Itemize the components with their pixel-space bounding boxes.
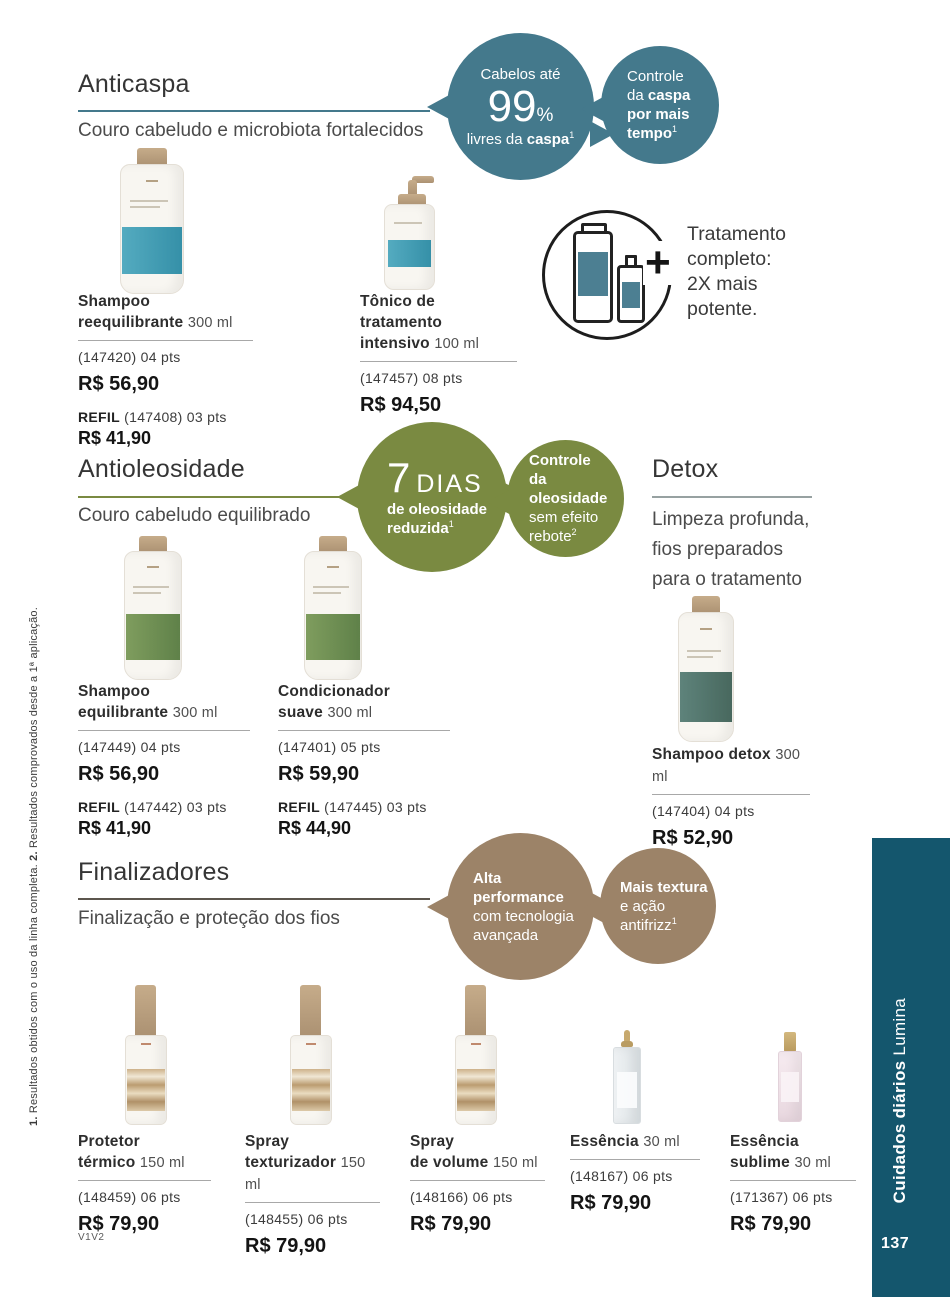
claim-line: tempo$^1$ bbox=[627, 124, 678, 142]
product-card bbox=[570, 1131, 700, 1215]
claim-bubble-mais-textura bbox=[600, 848, 716, 964]
claim-number: 99% bbox=[487, 81, 554, 131]
product-card bbox=[278, 681, 450, 839]
category-label: Cuidados diários Lumina bbox=[890, 997, 909, 1203]
claim-number: 7 DIAS bbox=[387, 454, 483, 501]
bottle-label bbox=[617, 1072, 637, 1108]
section-subtitle-detox: Limpeza profunda, fios preparados para o tratamento bbox=[652, 509, 810, 590]
product-price: R$ 79,90 bbox=[570, 1192, 652, 1214]
product-image-condicionador-suave bbox=[304, 536, 362, 680]
product-name: Condicionador suave 300 ml bbox=[278, 683, 390, 721]
divider bbox=[278, 730, 450, 731]
divider bbox=[570, 1159, 700, 1160]
product-code: (147404) 04 pts bbox=[652, 803, 755, 819]
claim-line: da caspa bbox=[627, 87, 691, 104]
bottle-logo bbox=[327, 566, 339, 568]
bottle-logo bbox=[700, 628, 712, 630]
bottle-cap bbox=[300, 985, 321, 1037]
section-title-finalizadores: Finalizadores bbox=[78, 858, 230, 886]
bottle-label bbox=[687, 650, 721, 652]
plus-icon: + bbox=[645, 238, 671, 287]
bottle-label bbox=[687, 656, 713, 658]
claim-line: por mais bbox=[627, 106, 690, 123]
product-price: R$ 56,90 bbox=[78, 373, 160, 395]
product-price: R$ 56,90 bbox=[78, 763, 160, 785]
product-image-spray-de-volume bbox=[455, 985, 497, 1125]
treatment-callout-text: Tratamento completo: 2X mais potente. bbox=[687, 223, 786, 320]
bottle-logo bbox=[306, 1043, 316, 1045]
refill-price: R$ 41,90 bbox=[78, 818, 152, 838]
product-card bbox=[410, 1131, 545, 1236]
claim-bubble-7dias bbox=[357, 422, 507, 572]
claim-line: com tecnologia bbox=[473, 907, 574, 925]
product-card bbox=[78, 1131, 211, 1236]
section-rule-anticaspa bbox=[78, 110, 430, 112]
product-name: Protetor térmico 150 ml bbox=[78, 1133, 185, 1171]
product-code: (147420) 04 pts bbox=[78, 349, 181, 365]
refill-price: R$ 41,90 bbox=[78, 428, 152, 448]
product-code: (147457) 08 pts bbox=[360, 370, 463, 386]
footnote-text: 1. Resultados obtidos com o uso da linha completa. 2. Resultados comprovados desde a 1ª aplicação. bbox=[28, 607, 40, 1126]
claim-line: rebote$^2$ bbox=[529, 527, 577, 545]
product-image-shampoo-reequilibrante bbox=[120, 148, 184, 294]
bottle-cap bbox=[784, 1032, 796, 1052]
claim-line: Cabelos até bbox=[480, 65, 561, 83]
product-name: Essência sublime 30 ml bbox=[730, 1133, 831, 1171]
refill-price: R$ 44,90 bbox=[278, 818, 352, 838]
product-name: Shampoo equilibrante 300 ml bbox=[78, 683, 218, 721]
product-code: (147449) 04 pts bbox=[78, 739, 181, 755]
product-name: Shampoo detox 300 ml bbox=[652, 746, 801, 785]
product-name: Shampoo reequilibrante 300 ml bbox=[78, 293, 233, 331]
claim-bubble-controle-oleosidade bbox=[507, 440, 624, 557]
bottle-label bbox=[133, 592, 161, 594]
product-price: R$ 94,50 bbox=[360, 394, 442, 416]
section-subtitle-anticaspa: Couro cabeludo e microbiota fortalecidos bbox=[78, 120, 424, 141]
product-price: R$ 79,90 bbox=[245, 1235, 327, 1257]
product-image-shampoo-detox bbox=[678, 596, 734, 742]
product-code: (147401) 05 pts bbox=[278, 739, 381, 755]
claim-line: da oleosidade bbox=[529, 471, 608, 507]
section-rule-detox bbox=[652, 496, 812, 498]
claim-line: Controle bbox=[627, 68, 684, 85]
claim-line: Mais textura bbox=[620, 878, 708, 896]
bottle-band bbox=[457, 1069, 495, 1111]
icon-bottle-large bbox=[573, 231, 613, 323]
claim-bubble-99pct bbox=[447, 33, 594, 180]
claim-line: Controle bbox=[529, 452, 591, 469]
product-card bbox=[730, 1131, 856, 1236]
divider bbox=[78, 1180, 211, 1181]
section-rule-antioleosidade bbox=[78, 496, 340, 498]
product-card bbox=[360, 291, 517, 417]
product-name: Spray de volume 150 ml bbox=[410, 1133, 538, 1171]
product-image-spray-texturizador bbox=[290, 985, 332, 1125]
refill-info: REFIL (147445) 03 pts bbox=[278, 799, 427, 815]
bottle-cap bbox=[135, 985, 156, 1037]
bottle-cap bbox=[465, 985, 486, 1037]
product-price: R$ 79,90 bbox=[730, 1213, 812, 1235]
product-code: (148459) 06 pts bbox=[78, 1189, 181, 1205]
section-title-antioleosidade: Antioleosidade bbox=[78, 455, 245, 483]
claim-line: avançada bbox=[473, 926, 539, 944]
product-price: R$ 52,90 bbox=[652, 827, 734, 849]
divider bbox=[360, 361, 517, 362]
bottle-label bbox=[313, 592, 341, 594]
divider bbox=[730, 1180, 856, 1181]
version-code: V1V2 bbox=[78, 1232, 105, 1243]
bubble-tip-icon bbox=[337, 484, 361, 510]
bottle-label bbox=[130, 206, 160, 208]
claim-bubble-controle-caspa bbox=[601, 46, 719, 164]
page-number: 137 bbox=[881, 1235, 910, 1252]
bottle-band bbox=[388, 240, 431, 267]
product-price: R$ 59,90 bbox=[278, 763, 360, 785]
icon-bottle-fill bbox=[622, 282, 640, 308]
claim-line: Alta bbox=[473, 869, 502, 887]
product-name: Spray texturizador 150 ml bbox=[245, 1133, 366, 1193]
product-image-essencia bbox=[613, 1030, 641, 1124]
bottle-label bbox=[130, 200, 168, 202]
bottle-logo bbox=[146, 180, 158, 182]
bubble-tip-icon bbox=[427, 94, 451, 120]
product-card bbox=[78, 681, 250, 839]
product-price: R$ 79,90 bbox=[410, 1213, 492, 1235]
claim-line: de oleosidade bbox=[387, 501, 488, 518]
claim-line: sem efeito bbox=[529, 509, 599, 526]
product-image-shampoo-equilibrante bbox=[124, 536, 182, 680]
bottle-label bbox=[394, 222, 422, 224]
product-price: R$ 79,90 bbox=[78, 1213, 160, 1235]
claim-line: performance bbox=[473, 888, 564, 906]
divider bbox=[652, 794, 810, 795]
icon-bottle-fill bbox=[578, 252, 608, 296]
product-code: (171367) 06 pts bbox=[730, 1189, 833, 1205]
bottle-logo bbox=[147, 566, 159, 568]
bottle-logo bbox=[141, 1043, 151, 1045]
product-card bbox=[652, 744, 810, 850]
refill-info: REFIL (147408) 03 pts bbox=[78, 409, 227, 425]
bubble-tip-icon bbox=[580, 897, 604, 923]
bottle-band bbox=[306, 614, 360, 660]
bottle-logo bbox=[471, 1043, 481, 1045]
bottle-band bbox=[680, 672, 732, 722]
product-image-essencia-sublime bbox=[778, 1032, 802, 1122]
product-card bbox=[245, 1131, 380, 1258]
claim-line: livres da caspa$^1$ bbox=[466, 129, 575, 148]
product-code: (148455) 06 pts bbox=[245, 1211, 348, 1227]
divider bbox=[245, 1202, 380, 1203]
claim-line: e ação antifrizz$^1$ bbox=[620, 897, 677, 934]
divider bbox=[410, 1180, 545, 1181]
section-title-detox: Detox bbox=[652, 455, 719, 483]
bubble-tip-icon bbox=[581, 96, 605, 122]
claim-line: reduzida$^1$ bbox=[387, 519, 454, 537]
refill-info: REFIL (147442) 03 pts bbox=[78, 799, 227, 815]
bottle-band bbox=[127, 1069, 165, 1111]
divider bbox=[78, 340, 253, 341]
section-subtitle-antioleosidade: Couro cabeludo equilibrado bbox=[78, 505, 311, 526]
section-subtitle-finalizadores: Finalização e proteção dos fios bbox=[78, 908, 340, 929]
claim-bubble-alta-performance bbox=[447, 833, 594, 980]
product-name: Essência 30 ml bbox=[570, 1133, 680, 1150]
bottle-band bbox=[126, 614, 180, 660]
bubble-tip-icon bbox=[427, 894, 451, 920]
category-sidebar bbox=[872, 838, 950, 1297]
bottle-label bbox=[313, 586, 349, 588]
bottle-label bbox=[781, 1072, 799, 1102]
product-card bbox=[78, 291, 253, 449]
bubble-tip-icon bbox=[487, 489, 511, 515]
bottle-band bbox=[122, 227, 182, 274]
bottle-label bbox=[133, 586, 169, 588]
divider bbox=[78, 730, 250, 731]
icon-bottle-small bbox=[617, 265, 645, 323]
product-code: (148167) 06 pts bbox=[570, 1168, 673, 1184]
product-code: (148166) 06 pts bbox=[410, 1189, 513, 1205]
section-title-anticaspa: Anticaspa bbox=[78, 70, 190, 98]
product-image-protetor-termico bbox=[125, 985, 167, 1125]
product-name: Tônico de tratamento intensivo 100 ml bbox=[360, 293, 480, 352]
bottle-band bbox=[292, 1069, 330, 1111]
section-rule-finalizadores bbox=[78, 898, 430, 900]
treatment-icon bbox=[542, 210, 672, 340]
product-image-tonico bbox=[382, 176, 437, 290]
